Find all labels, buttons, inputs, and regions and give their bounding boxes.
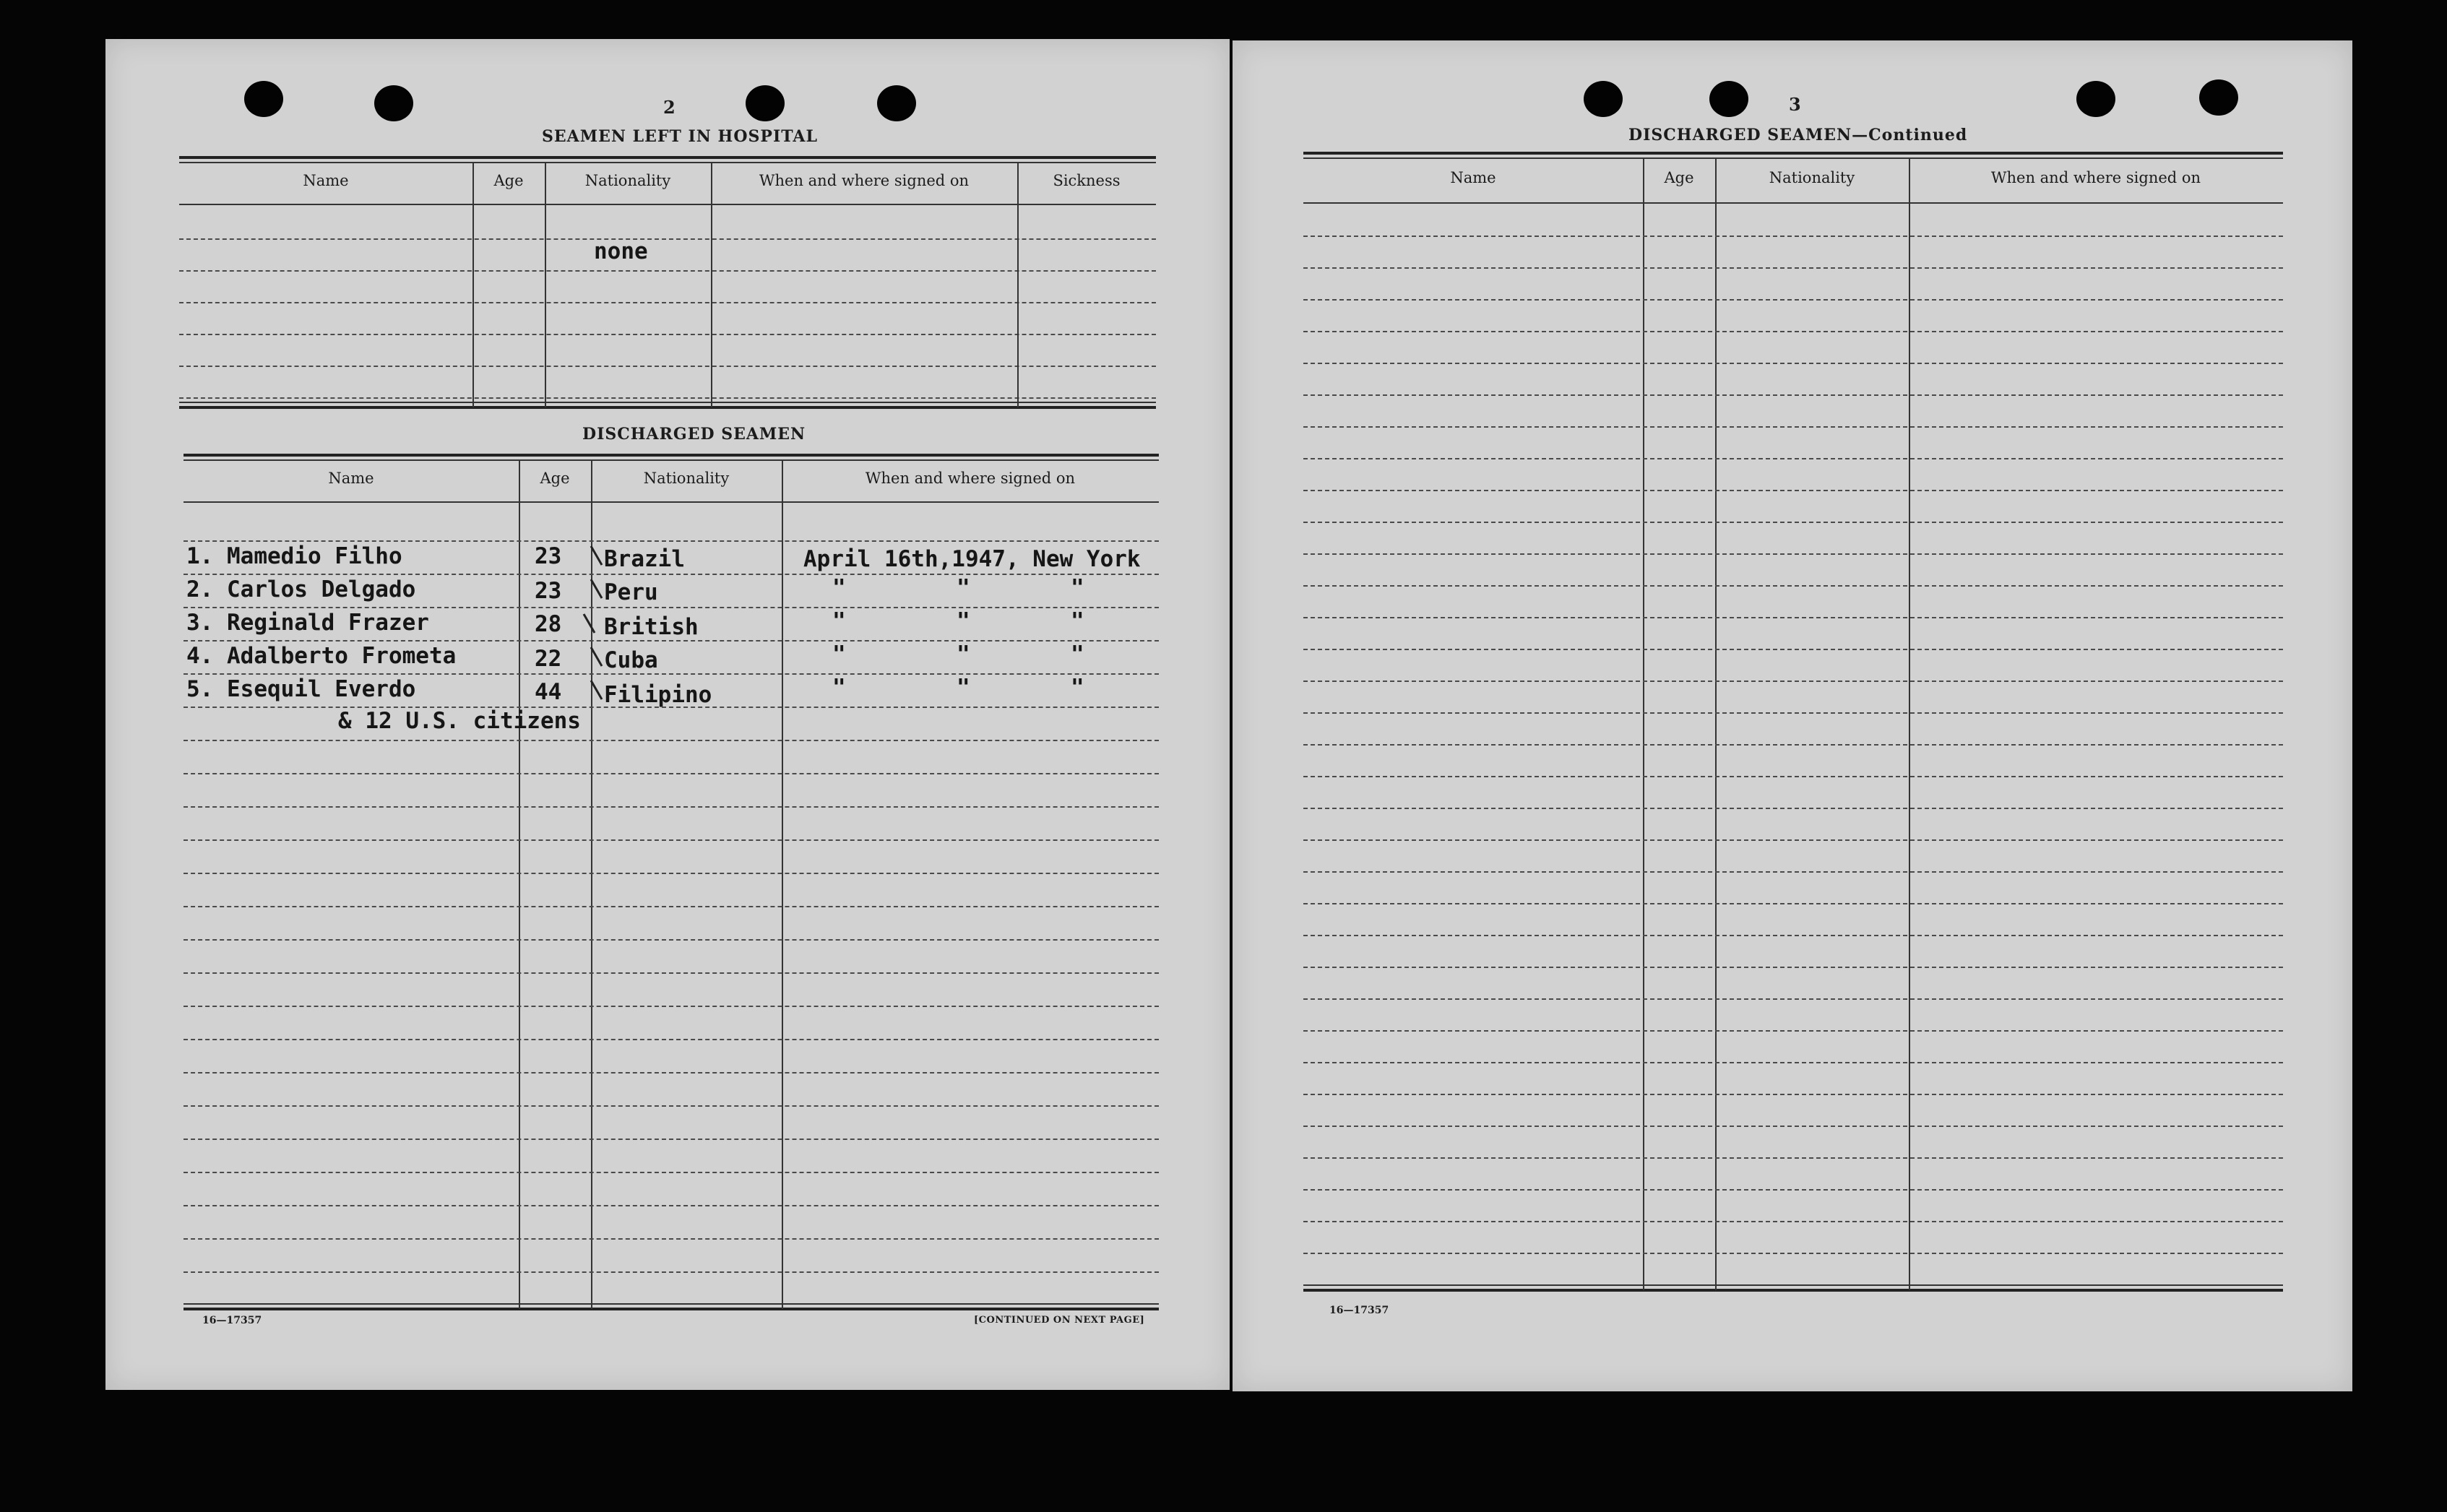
ruled-line — [184, 873, 1159, 874]
ruled-line — [179, 238, 1156, 240]
page-number: 2 — [663, 97, 676, 118]
seaman-age: 22 — [535, 646, 562, 672]
ruled-line — [184, 574, 1159, 575]
ditto-mark: " — [957, 675, 970, 701]
ruled-line — [1303, 363, 2283, 364]
ruled-line — [1303, 935, 2283, 936]
ruled-line — [1303, 1030, 2283, 1032]
ruled-line — [184, 1238, 1159, 1240]
ditto-mark: " — [1071, 641, 1084, 668]
ruled-line — [1303, 839, 2283, 841]
ruled-line — [1303, 1221, 2283, 1222]
rule — [179, 156, 1156, 159]
rule — [179, 406, 1156, 409]
column-divider — [1643, 157, 1644, 1290]
punch-hole — [1584, 81, 1623, 117]
seaman-nationality: Filipino — [604, 682, 712, 708]
ruled-line — [1303, 1253, 2283, 1254]
seaman-name: 5. Esequil Everdo — [186, 676, 416, 702]
ruled-line — [184, 740, 1159, 741]
continued-col-age: Age — [1664, 169, 1694, 186]
discharged-col-signed-on: When and where signed on — [865, 470, 1076, 487]
ruled-line — [179, 366, 1156, 367]
ruled-line — [1303, 998, 2283, 1000]
rule — [184, 459, 1159, 461]
punch-hole — [746, 85, 785, 121]
seaman-nationality: British — [604, 614, 699, 640]
ruled-line — [184, 773, 1159, 774]
column-divider — [545, 162, 546, 407]
ruled-line — [1303, 967, 2283, 968]
ruled-line — [179, 334, 1156, 335]
ruled-line — [1303, 903, 2283, 904]
ditto-mark: " — [1071, 608, 1084, 634]
seaman-age: 23 — [535, 578, 562, 604]
rule — [179, 402, 1156, 403]
seaman-signed-on: April 16th,1947, New York — [803, 546, 1141, 572]
ruled-line — [184, 1105, 1159, 1107]
ruled-line — [179, 270, 1156, 272]
ruled-line — [184, 607, 1159, 608]
hospital-col-age: Age — [493, 172, 524, 189]
continued-note: [CONTINUED ON NEXT PAGE] — [974, 1315, 1145, 1326]
ruled-line — [184, 839, 1159, 841]
hospital-section-title: SEAMEN LEFT IN HOSPITAL — [542, 127, 818, 146]
ditto-mark: " — [832, 575, 846, 601]
punch-hole — [1709, 81, 1748, 117]
rule — [179, 204, 1156, 205]
ruled-line — [179, 302, 1156, 303]
seaman-age: 28 — [535, 611, 562, 637]
rule — [1303, 157, 2283, 159]
ruled-line — [1303, 871, 2283, 873]
ruled-line — [184, 640, 1159, 641]
discharged-col-name: Name — [328, 470, 374, 487]
seaman-name: 1. Mamedio Filho — [186, 543, 402, 569]
ditto-mark: " — [1071, 675, 1084, 701]
ditto-mark: " — [957, 641, 970, 668]
ditto-mark: " — [957, 608, 970, 634]
seaman-name: 2. Carlos Delgado — [186, 576, 416, 602]
ditto-mark: " — [957, 575, 970, 601]
ditto-mark: " — [832, 641, 846, 668]
seaman-name: 4. Adalberto Frometa — [186, 643, 457, 669]
ruled-line — [184, 1205, 1159, 1206]
rule — [1303, 1289, 2283, 1292]
ruled-line — [184, 806, 1159, 808]
check-mark — [583, 613, 596, 633]
ruled-line — [179, 397, 1156, 399]
form-number: 16—17357 — [202, 1315, 262, 1326]
hospital-col-name: Name — [303, 172, 349, 189]
ruled-line — [1303, 553, 2283, 555]
hospital-col-signed-on: When and where signed on — [759, 172, 970, 189]
ruled-line — [1303, 1189, 2283, 1191]
rule — [1303, 152, 2283, 155]
rule — [1303, 1284, 2283, 1286]
continued-col-name: Name — [1450, 169, 1496, 186]
ruled-line — [184, 673, 1159, 675]
punch-hole — [374, 85, 413, 121]
rule — [184, 1303, 1159, 1305]
ruled-line — [1303, 299, 2283, 301]
ruled-line — [1303, 617, 2283, 618]
ruled-line — [184, 540, 1159, 542]
hospital-entry: none — [594, 238, 648, 264]
ruled-line — [1303, 522, 2283, 523]
punch-hole — [2199, 79, 2238, 116]
continued-col-nationality: Nationality — [1769, 169, 1855, 186]
column-divider — [591, 459, 592, 1309]
seamen-note: & 12 U.S. citizens — [338, 708, 581, 734]
ruled-line — [1303, 331, 2283, 332]
ruled-line — [184, 939, 1159, 941]
ruled-line — [184, 906, 1159, 907]
ruled-line — [1303, 808, 2283, 809]
ruled-line — [184, 1172, 1159, 1173]
rule — [1303, 202, 2283, 204]
ruled-line — [184, 1139, 1159, 1140]
discharged-col-age: Age — [540, 470, 570, 487]
punch-hole — [244, 81, 283, 117]
rule — [184, 501, 1159, 503]
seaman-nationality: Cuba — [604, 647, 658, 673]
column-divider — [711, 162, 712, 407]
rule — [179, 162, 1156, 163]
column-divider — [519, 459, 520, 1309]
ruled-line — [1303, 426, 2283, 428]
seaman-age: 23 — [535, 543, 562, 569]
rule — [184, 454, 1159, 457]
continued-col-signed-on: When and where signed on — [1990, 169, 2201, 186]
ditto-mark: " — [832, 675, 846, 701]
hospital-col-nationality: Nationality — [584, 172, 671, 189]
punch-hole — [877, 85, 916, 121]
discharged-col-nationality: Nationality — [643, 470, 730, 487]
column-divider — [782, 459, 783, 1309]
seaman-name: 3. Reginald Frazer — [186, 610, 429, 636]
ruled-line — [1303, 1157, 2283, 1159]
ruled-line — [1303, 649, 2283, 650]
column-divider — [472, 162, 474, 407]
column-divider — [1909, 157, 1910, 1290]
ruled-line — [1303, 1062, 2283, 1063]
ruled-line — [184, 1006, 1159, 1007]
ruled-line — [1303, 585, 2283, 587]
discharged-continued-title: DISCHARGED SEAMEN—Continued — [1628, 126, 1968, 144]
seaman-nationality: Brazil — [604, 546, 685, 572]
ruled-line — [1303, 490, 2283, 491]
rule — [184, 1308, 1159, 1310]
ruled-line — [1303, 458, 2283, 459]
ruled-line — [184, 1271, 1159, 1273]
right-page — [1233, 40, 2352, 1391]
ruled-line — [1303, 744, 2283, 746]
form-number: 16—17357 — [1329, 1305, 1389, 1316]
ruled-line — [184, 972, 1159, 974]
discharged-section-title: DISCHARGED SEAMEN — [582, 425, 806, 444]
ruled-line — [1303, 394, 2283, 396]
ruled-line — [1303, 681, 2283, 682]
punch-hole — [2076, 81, 2115, 117]
ditto-mark: " — [1071, 575, 1084, 601]
left-page — [105, 39, 1230, 1390]
ruled-line — [1303, 1094, 2283, 1095]
column-divider — [1017, 162, 1019, 407]
seaman-age: 44 — [535, 679, 562, 705]
page-number: 3 — [1789, 94, 1801, 115]
ruled-line — [184, 707, 1159, 708]
ditto-mark: " — [832, 608, 846, 634]
ruled-line — [1303, 267, 2283, 269]
ruled-line — [1303, 1126, 2283, 1127]
ruled-line — [1303, 712, 2283, 714]
ruled-line — [184, 1072, 1159, 1073]
ruled-line — [1303, 236, 2283, 237]
ruled-line — [1303, 776, 2283, 777]
ruled-line — [184, 1039, 1159, 1040]
seaman-nationality: Peru — [604, 579, 658, 605]
hospital-col-sickness: Sickness — [1053, 172, 1121, 189]
column-divider — [1715, 157, 1717, 1290]
